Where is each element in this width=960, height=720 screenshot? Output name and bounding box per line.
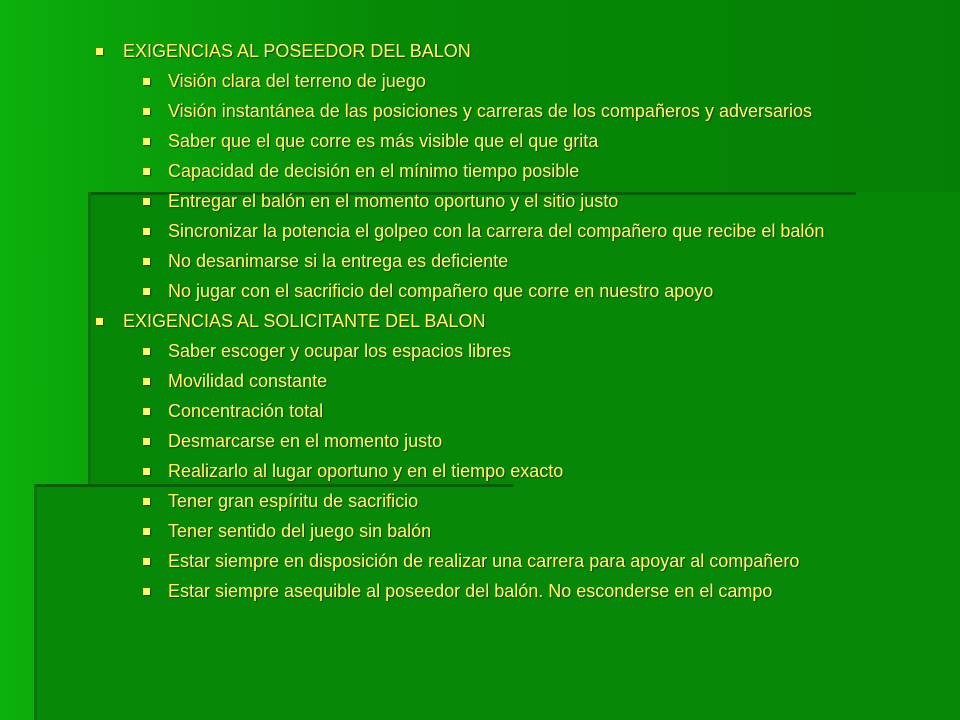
list-item xyxy=(143,460,926,483)
square-bullet-icon xyxy=(143,138,150,145)
square-bullet-icon xyxy=(143,588,150,595)
list-item-text: Realizarlo al lugar oportuno y en el tiempo exacto xyxy=(168,461,564,481)
list-item-text: Sincronizar la potencia el golpeo con la carrera del compañero que recibe el balón xyxy=(168,221,825,241)
list-item xyxy=(143,130,926,153)
section-heading: EXIGENCIAS AL SOLICITANTE DEL BALON xyxy=(123,311,486,331)
list-item-text: Entregar el balón en el momento oportuno y el sitio justo xyxy=(168,191,619,211)
square-bullet-icon xyxy=(143,288,150,295)
square-bullet-icon xyxy=(143,228,150,235)
square-bullet-icon xyxy=(143,198,150,205)
list-item xyxy=(143,370,926,393)
list-item-text: Movilidad constante xyxy=(168,371,328,391)
square-bullet-icon xyxy=(143,438,150,445)
square-bullet-icon xyxy=(143,528,150,535)
list-item xyxy=(143,520,926,543)
list-item xyxy=(143,340,926,363)
list-item xyxy=(143,400,926,423)
outline-list xyxy=(96,40,926,610)
section-heading-item xyxy=(96,40,926,303)
list-item xyxy=(143,190,926,213)
square-bullet-icon xyxy=(143,378,150,385)
list-item xyxy=(143,430,926,453)
list-item xyxy=(143,220,926,243)
section-items-list xyxy=(143,70,926,303)
square-bullet-icon xyxy=(143,348,150,355)
list-item-text: Concentración total xyxy=(168,401,324,421)
square-bullet-icon xyxy=(143,258,150,265)
list-item-text: Visión clara del terreno de juego xyxy=(168,71,426,91)
list-item-text: Tener gran espíritu de sacrificio xyxy=(168,491,419,511)
square-bullet-icon xyxy=(96,48,103,55)
square-bullet-icon xyxy=(143,558,150,565)
list-item-text: Saber que el que corre es más visible que el que grita xyxy=(168,131,599,151)
square-bullet-icon xyxy=(143,408,150,415)
list-item-text: Estar siempre asequible al poseedor del balón. No esconderse en el campo xyxy=(168,581,773,601)
square-bullet-icon xyxy=(143,468,150,475)
list-item xyxy=(143,490,926,513)
square-bullet-icon xyxy=(143,498,150,505)
square-bullet-icon xyxy=(143,108,150,115)
list-item xyxy=(143,280,926,303)
list-item xyxy=(143,70,926,93)
list-item-text: Tener sentido del juego sin balón xyxy=(168,521,432,541)
list-item-text: No desanimarse si la entrega es deficiente xyxy=(168,251,509,271)
list-item xyxy=(143,550,926,573)
section-heading-item xyxy=(96,310,926,603)
list-item xyxy=(143,100,926,123)
section-heading: EXIGENCIAS AL POSEEDOR DEL BALON xyxy=(123,41,471,61)
square-bullet-icon xyxy=(96,318,103,325)
list-item-text: Saber escoger y ocupar los espacios libres xyxy=(168,341,512,361)
list-item xyxy=(143,160,926,183)
list-item-text: Visión instantánea de las posiciones y carreras de los compañeros y adversarios xyxy=(168,101,813,121)
list-item-text: No jugar con el sacrificio del compañero que corre en nuestro apoyo xyxy=(168,281,714,301)
list-item-text: Desmarcarse en el momento justo xyxy=(168,431,443,451)
list-item xyxy=(143,250,926,273)
square-bullet-icon xyxy=(143,168,150,175)
square-bullet-icon xyxy=(143,78,150,85)
list-item-text: Estar siempre en disposición de realizar una carrera para apoyar al compañero xyxy=(168,551,800,571)
list-item-text: Capacidad de decisión en el mínimo tiempo posible xyxy=(168,161,580,181)
section-items-list xyxy=(143,340,926,603)
list-item xyxy=(143,580,926,603)
